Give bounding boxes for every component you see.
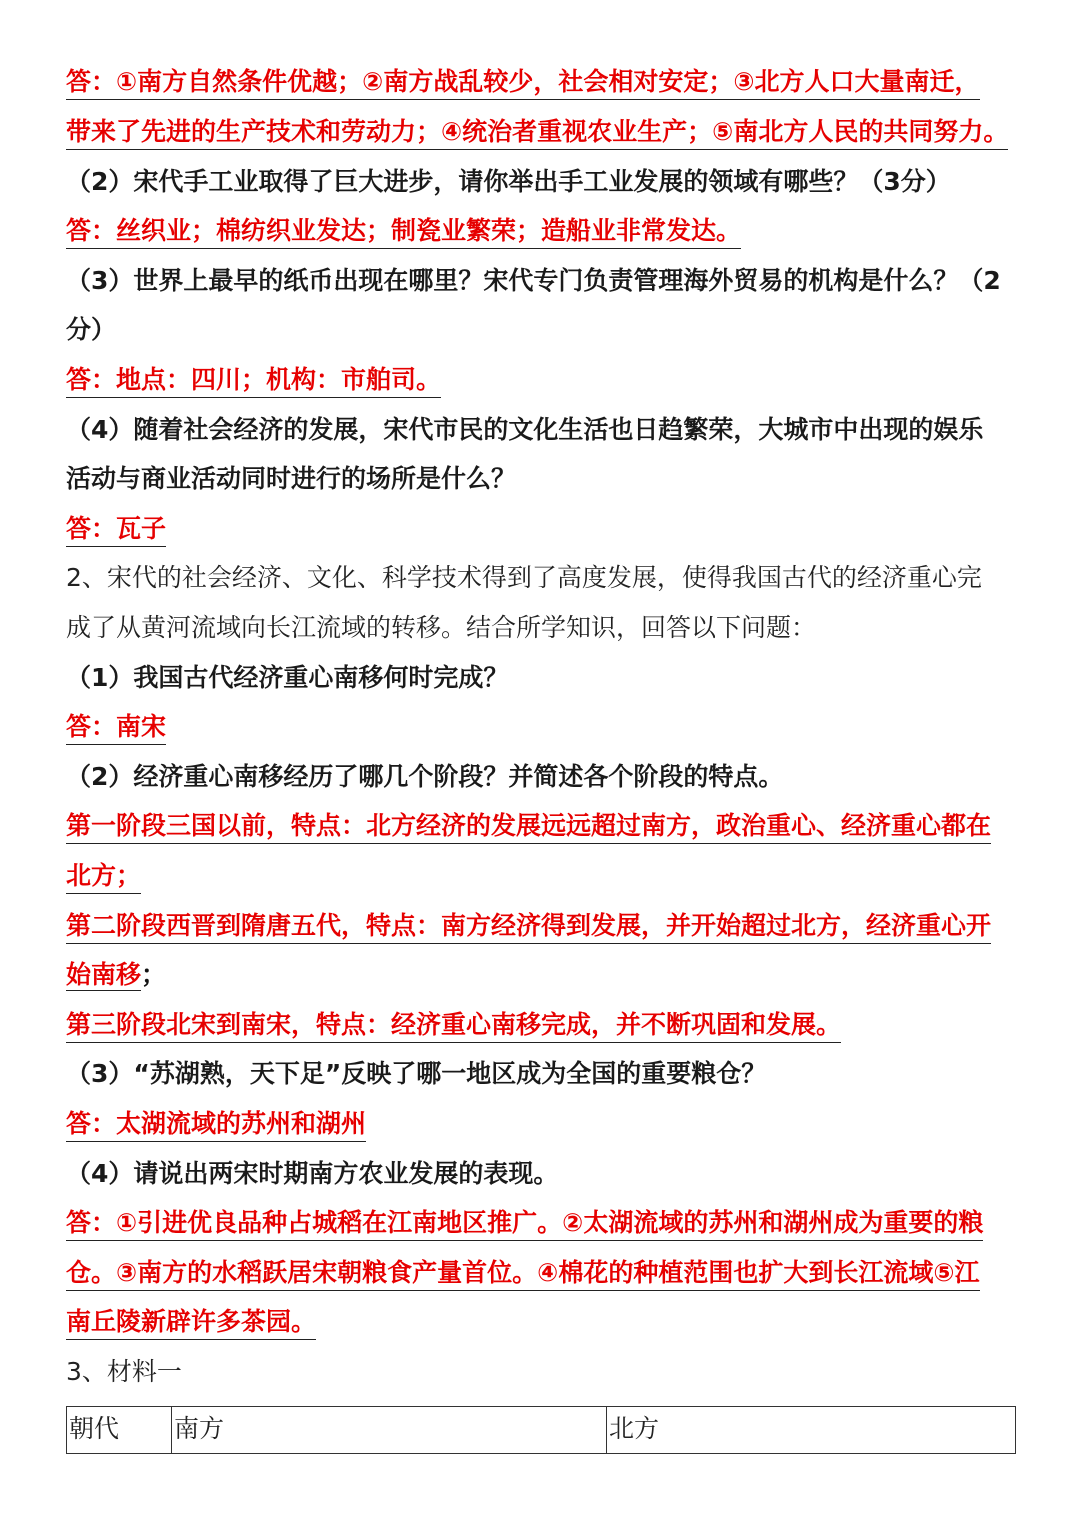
question-1-2: （2）宋代手工业取得了巨大进步，请你举出手工业发展的领域有哪些？（3分） <box>66 167 951 196</box>
question-3-material-title: 3、材料一 <box>66 1357 182 1386</box>
answer-2-2-stage2-line1: 第二阶段西晋到隋唐五代，特点：南方经济得到发展，并开始超过北方，经济重心开 <box>66 910 991 944</box>
answer-2-4-line2: 仓。③南方的水稻跃居宋朝粮食产量首位。④棉花的种植范围也扩大到长江流域⑤江 <box>66 1257 980 1291</box>
question-1-3-line2: 分） <box>66 315 117 344</box>
question-2-1: （1）我国古代经济重心南移何时完成？ <box>66 663 509 692</box>
answer-1-4: 答：瓦子 <box>66 513 166 547</box>
table-row <box>67 1407 1016 1454</box>
answer-1-2: 答：丝织业；棉纺织业发达；制瓷业繁荣；造船业非常发达。 <box>66 215 741 249</box>
question-2-3: （3）“苏湖熟，天下足”反映了哪一地区成为全国的重要粮仓？ <box>66 1059 767 1088</box>
question-1-3-line1: （3）世界上最早的纸币出现在哪里？宋代专门负责管理海外贸易的机构是什么？（2 <box>66 266 1001 295</box>
answer-2-4-line3: 南丘陵新辟许多茶园。 <box>66 1306 316 1340</box>
question-2-stem-line2: 成了从黄河流域向长江流域的转移。结合所学知识，回答以下问题： <box>66 613 817 642</box>
answer-q1-1-line1: 答：①南方自然条件优越；②南方战乱较少，社会相对安定；③北方人口大量南迁， <box>66 66 980 100</box>
answer-q1-1-line2: 带来了先进的生产技术和劳动力；④统治者重视农业生产；⑤南北方人民的共同努力。 <box>66 116 1008 150</box>
question-2-stem-line1: 2、宋代的社会经济、文化、科学技术得到了高度发展，使得我国古代的经济重心完 <box>66 563 982 592</box>
question-1-4-line1: （4）随着社会经济的发展，宋代市民的文化生活也日趋繁荣，大城市中出现的娱乐 <box>66 415 984 444</box>
answer-1-3: 答：地点：四川；机构：市舶司。 <box>66 364 441 398</box>
answer-2-4-line1: 答：①引进优良品种占城稻在江南地区推广。②太湖流域的苏州和湖州成为重要的粮 <box>66 1207 983 1241</box>
answer-2-2-stage1-line1: 第一阶段三国以前，特点：北方经济的发展远远超过南方，政治重心、经济重心都在 <box>66 810 991 844</box>
answer-2-2-stage3: 第三阶段北宋到南宋，特点：经济重心南移完成，并不断巩固和发展。 <box>66 1009 841 1043</box>
question-2-2: （2）经济重心南移经历了哪几个阶段？并简述各个阶段的特点。 <box>66 762 784 791</box>
answer-2-2-stage2-text: 始南移 <box>66 960 142 989</box>
answer-2-2-stage1-line2: 北方； <box>66 860 141 894</box>
answer-2-2-stage2-line2 <box>66 959 166 991</box>
answer-2-3: 答：太湖流域的苏州和湖州 <box>66 1108 366 1142</box>
semicolon: ； <box>141 960 167 989</box>
question-2-4: （4）请说出两宋时期南方农业发展的表现。 <box>66 1159 559 1188</box>
table-header-dynasty: 朝代 <box>67 1407 172 1454</box>
table-header-south: 南方 <box>172 1407 607 1454</box>
material-table <box>66 1406 1016 1454</box>
answer-2-1: 答：南宋 <box>66 711 166 745</box>
question-1-4-line2: 活动与商业活动同时进行的场所是什么？ <box>66 464 517 493</box>
table-header-north: 北方 <box>607 1407 1016 1454</box>
